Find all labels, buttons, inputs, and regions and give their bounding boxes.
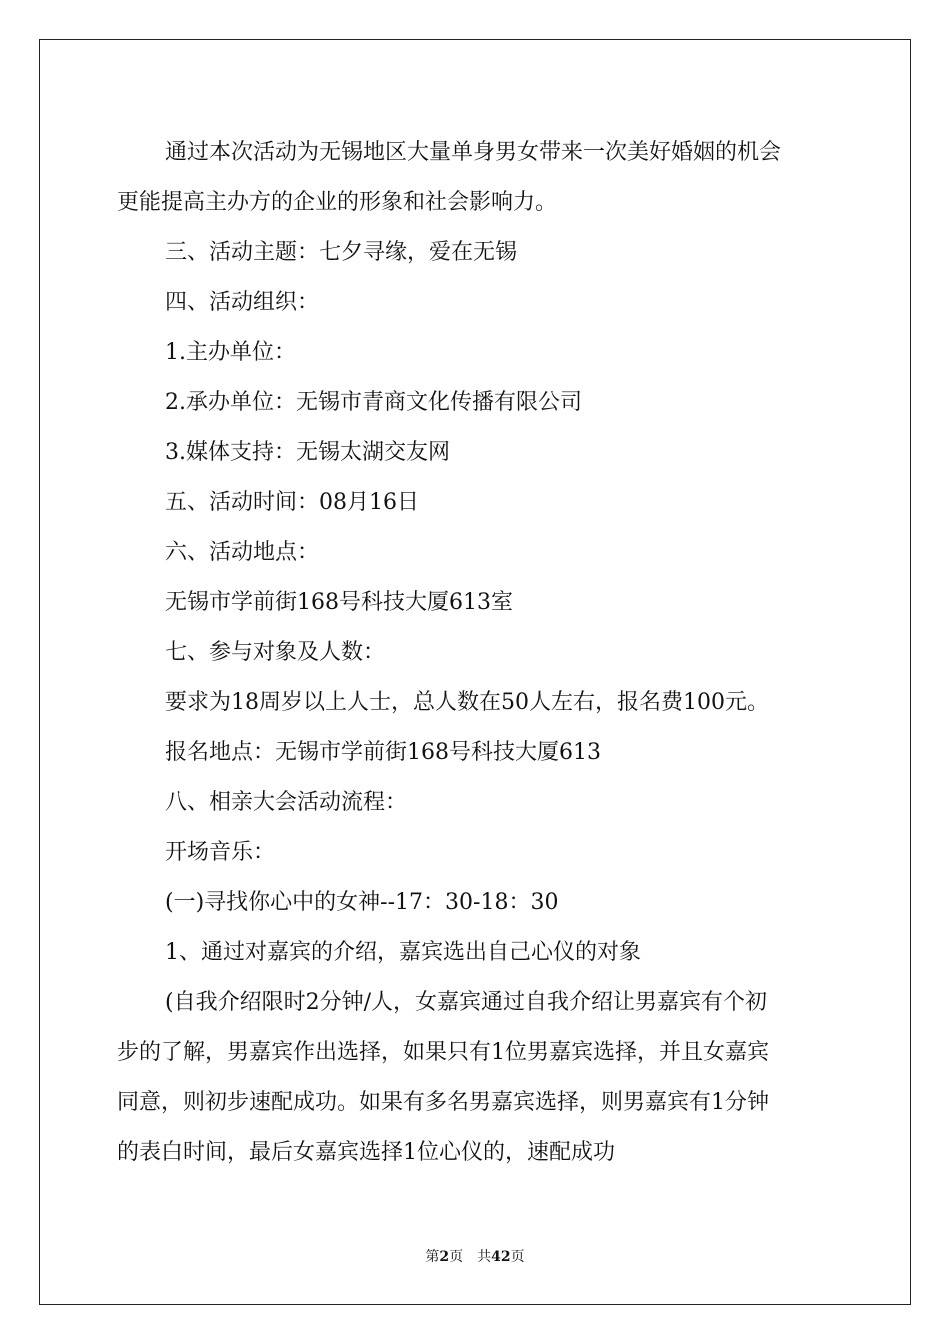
paragraph-line: 1.主办单位： — [165, 340, 296, 365]
page-footer — [0, 1246, 950, 1266]
footer-page-suffix: 页 — [449, 1249, 464, 1265]
footer-total-suffix: 页 — [510, 1249, 525, 1265]
paragraph-line: 通过本次活动为无锡地区大量单身男女带来一次美好婚姻的机会 — [165, 140, 782, 165]
paragraph-line: (一)寻找你心中的女神--17：30-18：30 — [165, 890, 559, 915]
paragraph-line: 同意，则初步速配成功。如果有多名男嘉宾选择，则男嘉宾有1分钟 — [117, 1090, 769, 1115]
footer-total-prefix: 共 — [477, 1249, 492, 1265]
footer-total-pages: 42 — [491, 1249, 511, 1265]
paragraph-line: 七、参与对象及人数： — [165, 640, 386, 665]
paragraph-line: 三、活动主题：七夕寻缘，爱在无锡 — [165, 240, 518, 265]
paragraph-line: 五、活动时间：08月16日 — [165, 490, 419, 515]
paragraph-line: 无锡市学前街168号科技大厦613室 — [165, 590, 513, 615]
paragraph-line: 六、活动地点： — [165, 540, 320, 565]
paragraph-line: 开场音乐： — [165, 840, 276, 865]
paragraph-line: 3.媒体支持：无锡太湖交友网 — [165, 440, 450, 465]
paragraph-line: 的表白时间，最后女嘉宾选择1位心仪的，速配成功 — [117, 1140, 615, 1165]
paragraph-line: 报名地点：无锡市学前街168号科技大厦613 — [165, 740, 601, 765]
paragraph-line: 更能提高主办方的企业的形象和社会影响力。 — [117, 190, 558, 215]
paragraph-line: 步的了解，男嘉宾作出选择，如果只有1位男嘉宾选择，并且女嘉宾 — [117, 1040, 769, 1065]
paragraph-line: (自我介绍限时2分钟/人，女嘉宾通过自我介绍让男嘉宾有个初 — [165, 990, 767, 1015]
paragraph-line: 四、活动组织： — [165, 290, 320, 315]
document-body — [117, 128, 837, 1178]
paragraph-line: 1、通过对嘉宾的介绍，嘉宾选出自己心仪的对象 — [165, 940, 641, 965]
paragraph-line: 2.承办单位：无锡市青商文化传播有限公司 — [165, 390, 582, 415]
paragraph-line: 八、相亲大会活动流程： — [165, 790, 408, 815]
footer-page-number: 2 — [439, 1249, 450, 1265]
paragraph-line: 要求为18周岁以上人士，总人数在50人左右，报名费100元。 — [165, 690, 769, 715]
footer-page-prefix: 第 — [425, 1249, 440, 1265]
